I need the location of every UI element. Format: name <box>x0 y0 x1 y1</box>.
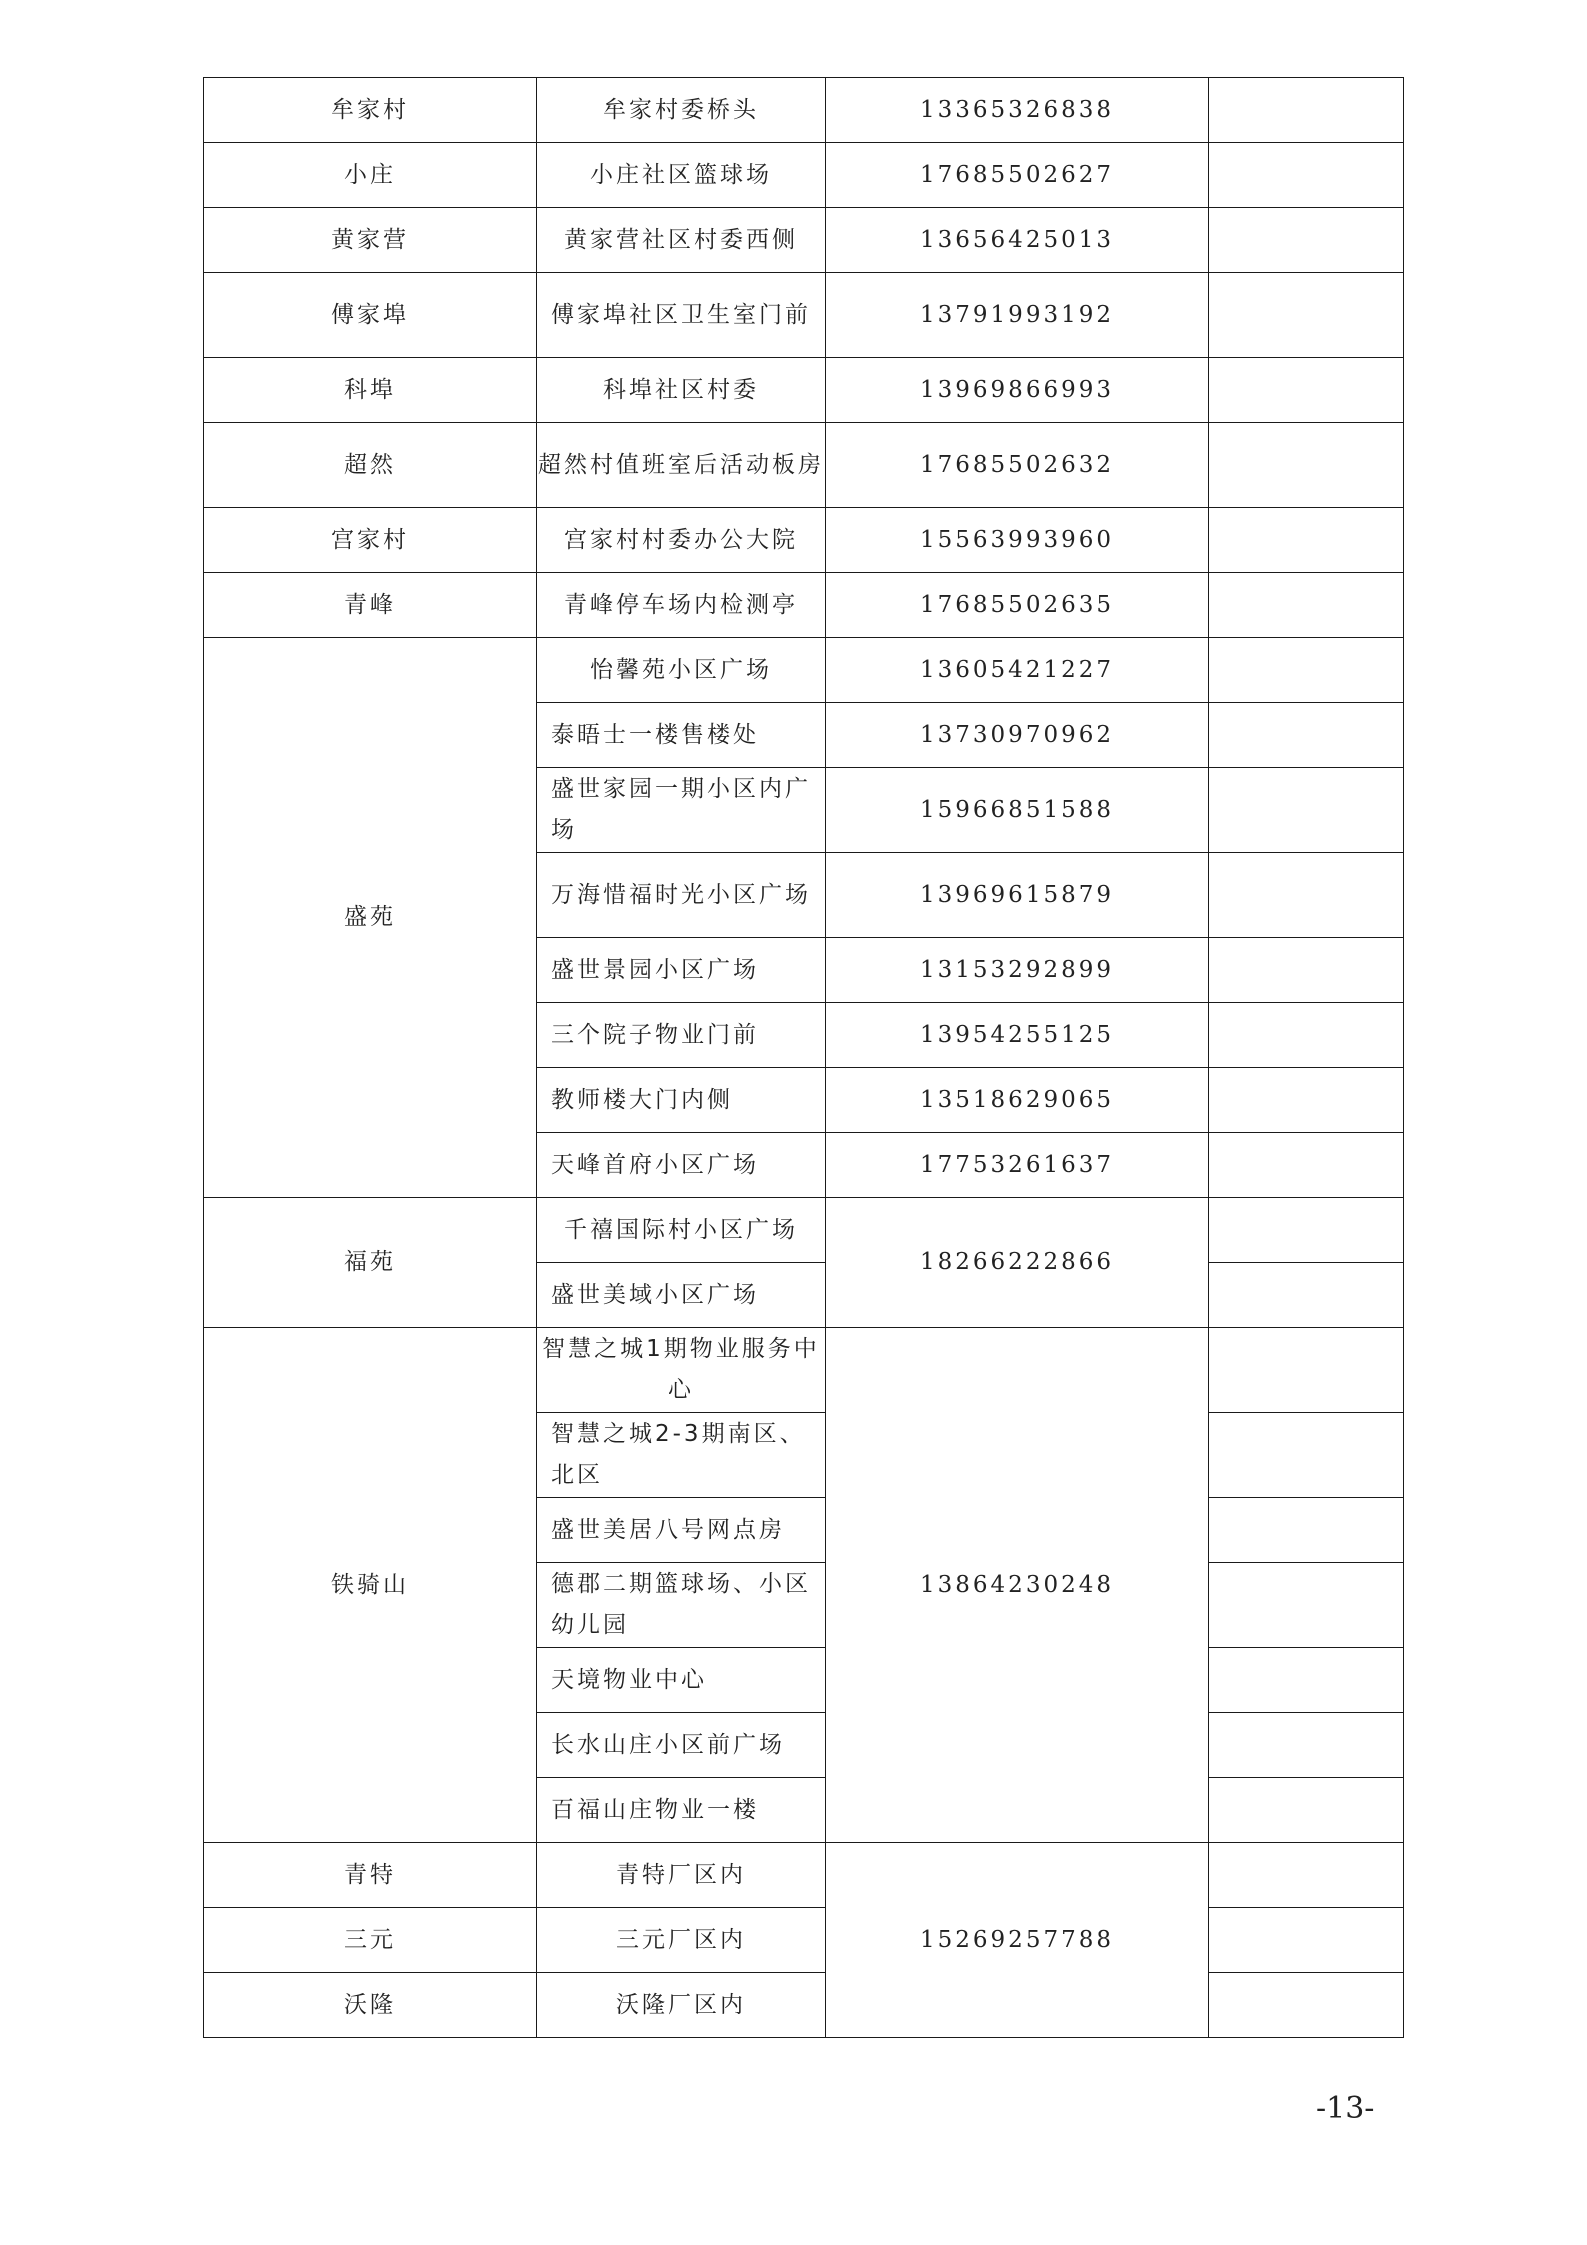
phone-cell: 13153292899 <box>826 938 1209 1003</box>
site-cell: 青特厂区内 <box>537 1843 826 1908</box>
note-cell <box>1209 1328 1404 1413</box>
note-cell <box>1209 1263 1404 1328</box>
testing-sites-table <box>203 77 1404 2038</box>
area-cell: 超然 <box>204 423 537 508</box>
site-cell: 傅家埠社区卫生室门前 <box>537 273 826 358</box>
site-cell: 怡馨苑小区广场 <box>537 638 826 703</box>
site-cell: 盛世美域小区广场 <box>537 1263 826 1328</box>
site-cell: 德郡二期篮球场、小区幼儿园 <box>537 1563 826 1648</box>
phone-cell: 13365326838 <box>826 78 1209 143</box>
site-cell: 智慧之城2-3期南区、北区 <box>537 1413 826 1498</box>
note-cell <box>1209 78 1404 143</box>
note-cell <box>1209 1843 1404 1908</box>
phone-cell: 13518629065 <box>826 1068 1209 1133</box>
site-cell: 天峰首府小区广场 <box>537 1133 826 1198</box>
table-row <box>204 1908 1404 1973</box>
phone-cell: 13969866993 <box>826 358 1209 423</box>
phone-cell: 15966851588 <box>826 768 1209 853</box>
phone-cell: 18266222866 <box>826 1198 1209 1328</box>
table-row <box>204 1198 1404 1263</box>
note-cell <box>1209 1198 1404 1263</box>
site-cell: 牟家村委桥头 <box>537 78 826 143</box>
site-cell: 沃隆厂区内 <box>537 1973 826 2038</box>
site-cell: 科埠社区村委 <box>537 358 826 423</box>
table-row <box>204 1843 1404 1908</box>
area-cell-fuyuan: 福苑 <box>204 1198 537 1328</box>
note-cell <box>1209 423 1404 508</box>
site-cell: 万海惜福时光小区广场 <box>537 853 826 938</box>
site-cell: 天境物业中心 <box>537 1648 826 1713</box>
phone-cell: 13656425013 <box>826 208 1209 273</box>
area-cell: 沃隆 <box>204 1973 537 2038</box>
table-row <box>204 208 1404 273</box>
table-row <box>204 143 1404 208</box>
note-cell <box>1209 273 1404 358</box>
note-cell <box>1209 638 1404 703</box>
phone-cell: 13864230248 <box>826 1328 1209 1843</box>
phone-cell: 13954255125 <box>826 1003 1209 1068</box>
site-cell: 盛世景园小区广场 <box>537 938 826 1003</box>
table-row <box>204 573 1404 638</box>
page-number: -13- <box>1316 2091 1375 2126</box>
site-cell: 宫家村村委办公大院 <box>537 508 826 573</box>
table-row <box>204 508 1404 573</box>
site-cell: 小庄社区篮球场 <box>537 143 826 208</box>
note-cell <box>1209 1563 1404 1648</box>
note-cell <box>1209 1648 1404 1713</box>
area-cell: 黄家营 <box>204 208 537 273</box>
phone-cell: 17685502635 <box>826 573 1209 638</box>
site-cell: 长水山庄小区前广场 <box>537 1713 826 1778</box>
note-cell <box>1209 1413 1404 1498</box>
area-cell: 青峰 <box>204 573 537 638</box>
site-cell: 教师楼大门内侧 <box>537 1068 826 1133</box>
note-cell <box>1209 1908 1404 1973</box>
phone-cell: 13791993192 <box>826 273 1209 358</box>
phone-cell: 17685502632 <box>826 423 1209 508</box>
site-cell: 青峰停车场内检测亭 <box>537 573 826 638</box>
site-cell: 超然村值班室后活动板房 <box>537 423 826 508</box>
note-cell <box>1209 573 1404 638</box>
table-row <box>204 638 1404 703</box>
note-cell <box>1209 1133 1404 1198</box>
note-cell <box>1209 768 1404 853</box>
note-cell <box>1209 1498 1404 1563</box>
phone-cell: 17685502627 <box>826 143 1209 208</box>
note-cell <box>1209 703 1404 768</box>
area-cell-tieqishan: 铁骑山 <box>204 1328 537 1843</box>
site-cell: 盛世美居八号网点房 <box>537 1498 826 1563</box>
site-cell: 三个院子物业门前 <box>537 1003 826 1068</box>
area-cell: 小庄 <box>204 143 537 208</box>
phone-cell: 13605421227 <box>826 638 1209 703</box>
site-cell: 三元厂区内 <box>537 1908 826 1973</box>
site-cell: 泰晤士一楼售楼处 <box>537 703 826 768</box>
phone-cell: 15269257788 <box>826 1843 1209 2038</box>
note-cell <box>1209 508 1404 573</box>
site-cell: 智慧之城1期物业服务中心 <box>537 1328 826 1413</box>
note-cell <box>1209 1713 1404 1778</box>
phone-cell: 15563993960 <box>826 508 1209 573</box>
area-cell: 科埠 <box>204 358 537 423</box>
site-cell: 千禧国际村小区广场 <box>537 1198 826 1263</box>
phone-cell: 13969615879 <box>826 853 1209 938</box>
area-cell: 牟家村 <box>204 78 537 143</box>
note-cell <box>1209 853 1404 938</box>
note-cell <box>1209 1778 1404 1843</box>
area-cell: 青特 <box>204 1843 537 1908</box>
area-cell-shengyuan: 盛苑 <box>204 638 537 1198</box>
note-cell <box>1209 358 1404 423</box>
note-cell <box>1209 143 1404 208</box>
table-row <box>204 78 1404 143</box>
note-cell <box>1209 938 1404 1003</box>
site-cell: 黄家营社区村委西侧 <box>537 208 826 273</box>
table-row <box>204 423 1404 508</box>
note-cell <box>1209 208 1404 273</box>
area-cell: 傅家埠 <box>204 273 537 358</box>
table-row <box>204 273 1404 358</box>
site-cell: 盛世家园一期小区内广场 <box>537 768 826 853</box>
table-row <box>204 1328 1404 1413</box>
area-cell: 宫家村 <box>204 508 537 573</box>
phone-cell: 13730970962 <box>826 703 1209 768</box>
note-cell <box>1209 1068 1404 1133</box>
phone-cell: 17753261637 <box>826 1133 1209 1198</box>
note-cell <box>1209 1003 1404 1068</box>
note-cell <box>1209 1973 1404 2038</box>
area-cell: 三元 <box>204 1908 537 1973</box>
table-row <box>204 1973 1404 2038</box>
site-cell: 百福山庄物业一楼 <box>537 1778 826 1843</box>
table-row <box>204 358 1404 423</box>
